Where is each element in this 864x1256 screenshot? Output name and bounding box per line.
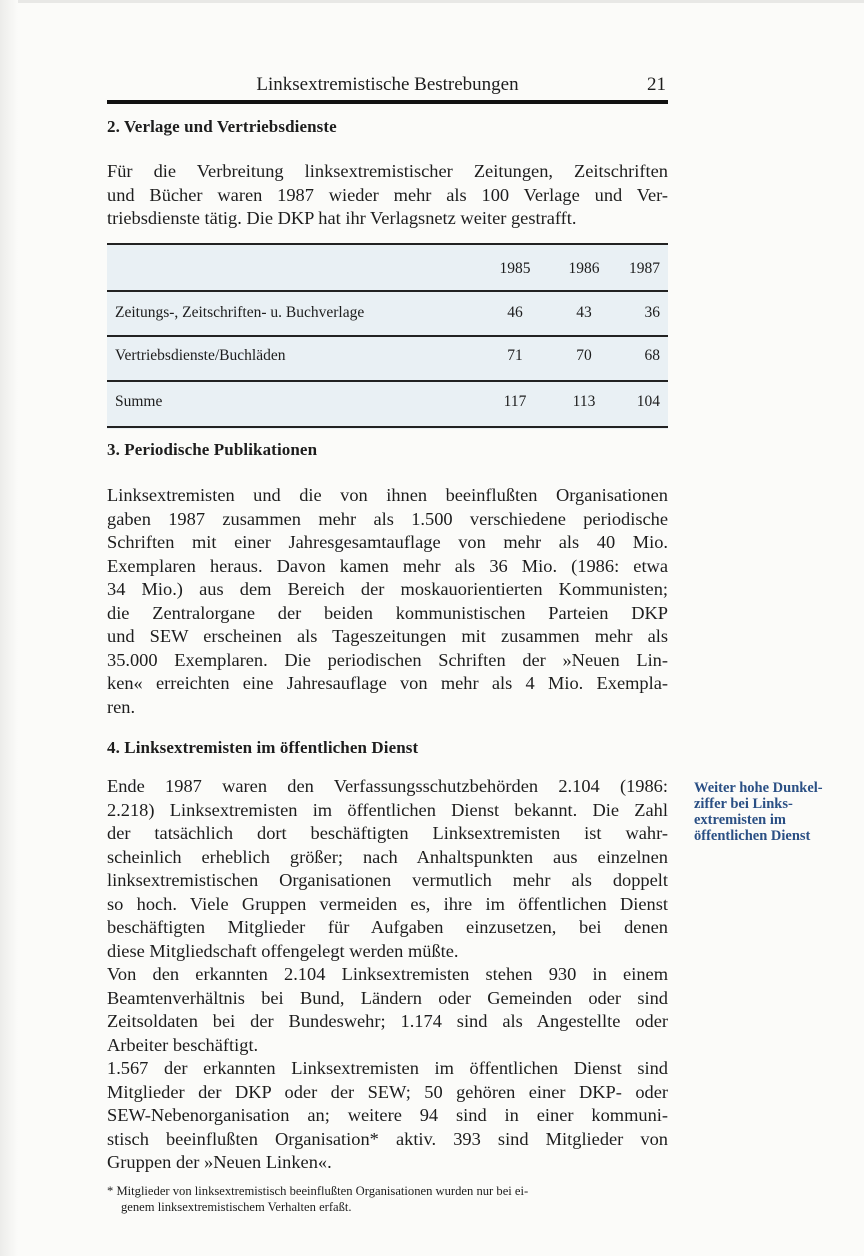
table-cell: 43 <box>576 304 592 321</box>
text-line: stisch beeinflußten Organisation* aktiv. 393 sind Mitglieder von <box>107 1128 668 1149</box>
table-cell: 104 <box>636 393 660 410</box>
paragraph-verlage <box>107 160 668 231</box>
margin-note-line: Weiter hohe Dunkel- <box>694 780 823 796</box>
text-line: triebsdienste tätig. Die DKP hat ihr Verlagsnetz weiter gestrafft. <box>107 208 577 228</box>
table-row-label: Summe <box>115 393 163 410</box>
column-header-1985: 1985 <box>499 260 531 277</box>
text-line: linksextremistischen Organisationen vermutlich mehr als doppelt <box>107 870 668 890</box>
margin-note-line: ziffer bei Links- <box>694 796 793 812</box>
section-heading-publikationen: 3. Periodische Publikationen <box>107 440 318 459</box>
text-line: SEW-Nebenorganisation an; weitere 94 sind in einer kommuni- <box>107 1105 668 1125</box>
footnote <box>107 1183 668 1215</box>
text-line: gaben 1987 zusammen mehr als 1.500 verschiedene periodische <box>107 508 668 529</box>
text-line: 2.218) Linksextremisten im öffentlichen Dienst bekannt. Die Zahl <box>107 799 668 820</box>
section-heading-oeffentlicher-dienst: 4. Linksextremisten im öffentlichen Dienst <box>107 738 419 757</box>
text-line: beschäftigten Mitglieder für Aufgaben einzusetzen, bei denen <box>107 917 668 937</box>
text-line: der tatsächlich dort beschäftigten Linksextremisten ist wahr- <box>107 823 668 843</box>
paragraph-publikationen <box>107 484 668 719</box>
text-line: 35.000 Exemplaren. Die periodischen Schriften der »Neuen Lin- <box>107 649 668 670</box>
text-line: Linksextremisten und die von ihnen beeinflußten Organisationen <box>107 485 668 505</box>
header-title: Linksextremistische Bestrebungen <box>256 74 519 95</box>
text-line: Mitglieder der DKP oder der SEW; 50 gehören einer DKP- oder <box>107 1081 668 1102</box>
text-line: Gruppen der »Neuen Linken«. <box>107 1152 332 1172</box>
margin-note-line: extremisten im <box>694 812 786 828</box>
text-line: Von den erkannten 2.104 Linksextremisten stehen 930 in einem <box>107 964 668 984</box>
page-binding-shadow <box>0 0 18 1256</box>
table-cell: 68 <box>644 347 660 364</box>
table-cell: 71 <box>507 347 523 364</box>
text-line: und SEW erscheinen als Tageszeitungen mit zusammen mehr als <box>107 626 668 646</box>
text-line: Beamtenverhältnis bei Bund, Ländern oder Gemeinden oder sind <box>107 987 668 1008</box>
text-line: scheinlich erheblich größer; nach Anhaltspunkten aus einzelnen <box>107 846 668 867</box>
table-row-label: Vertriebsdienste/Buchläden <box>115 347 286 364</box>
text-line: Zeitsoldaten bei der Bundeswehr; 1.174 sind als Angestellte oder <box>107 1011 668 1031</box>
text-line: Ende 1987 waren den Verfassungsschutzbehörden 2.104 (1986: <box>107 776 668 796</box>
text-line: Für die Verbreitung linksextremistischer Zeitungen, Zeitschriften <box>107 161 668 181</box>
text-line: Schriften mit einer Jahresgesamtauflage von mehr als 40 Mio. <box>107 532 668 552</box>
table-row-label: Zeitungs-, Zeitschriften- u. Buchverlage <box>115 304 365 321</box>
table-cell: 46 <box>507 304 523 321</box>
text-line: ken« erreichten eine Jahresauflage von mehr als 4 Mio. Exempla- <box>107 673 668 693</box>
header-rule <box>107 100 668 104</box>
margin-note <box>694 780 854 844</box>
paragraph-oeffentlicher-dienst <box>107 775 668 1175</box>
text-line: Exemplaren heraus. Davon kamen mehr als 36 Mio. (1986: etwa <box>107 555 668 576</box>
text-line: so hoch. Viele Gruppen vermeiden es, ihre im öffentlichen Dienst <box>107 893 668 914</box>
page-edge <box>0 0 864 3</box>
page-number: 21 <box>647 74 666 95</box>
text-line: 1.567 der erkannten Linksextremisten im öffentlichen Dienst sind <box>107 1058 668 1078</box>
publishers-table <box>107 243 668 429</box>
text-line: Arbeiter beschäftigt. <box>107 1034 259 1055</box>
text-line: die Zentralorgane der beiden kommunistischen Parteien DKP <box>107 602 668 623</box>
table-rule <box>107 243 668 245</box>
table-rule <box>107 426 668 428</box>
text-line: 34 Mio.) aus dem Bereich der moskauorientierten Kommunisten; <box>107 579 668 599</box>
text-line: und Bücher waren 1987 wieder mehr als 100 Verlage und Ver- <box>107 184 668 205</box>
table-rule <box>107 380 668 382</box>
section-heading-verlage: 2. Verlage und Vertriebsdienste <box>107 117 337 136</box>
table-rule <box>107 335 668 337</box>
text-line: ren. <box>107 696 136 717</box>
column-header-1986: 1986 <box>568 260 600 277</box>
footnote-line: genem linksextremistischem Verhalten erfaßt. <box>121 1200 352 1214</box>
table-cell: 36 <box>644 304 660 321</box>
table-cell: 113 <box>572 393 596 410</box>
table-cell: 70 <box>576 347 592 364</box>
margin-note-line: öffentlichen Dienst <box>694 828 811 844</box>
table-cell: 117 <box>503 393 527 410</box>
table-rule <box>107 290 668 292</box>
footnote-line: * Mitglieder von linksextremistisch beeinflußten Organisationen wurden nur bei ei- <box>107 1184 529 1198</box>
column-header-1987: 1987 <box>629 260 660 277</box>
text-line: diese Mitgliedschaft offengelegt werden müßte. <box>107 940 459 961</box>
running-header <box>107 72 668 98</box>
